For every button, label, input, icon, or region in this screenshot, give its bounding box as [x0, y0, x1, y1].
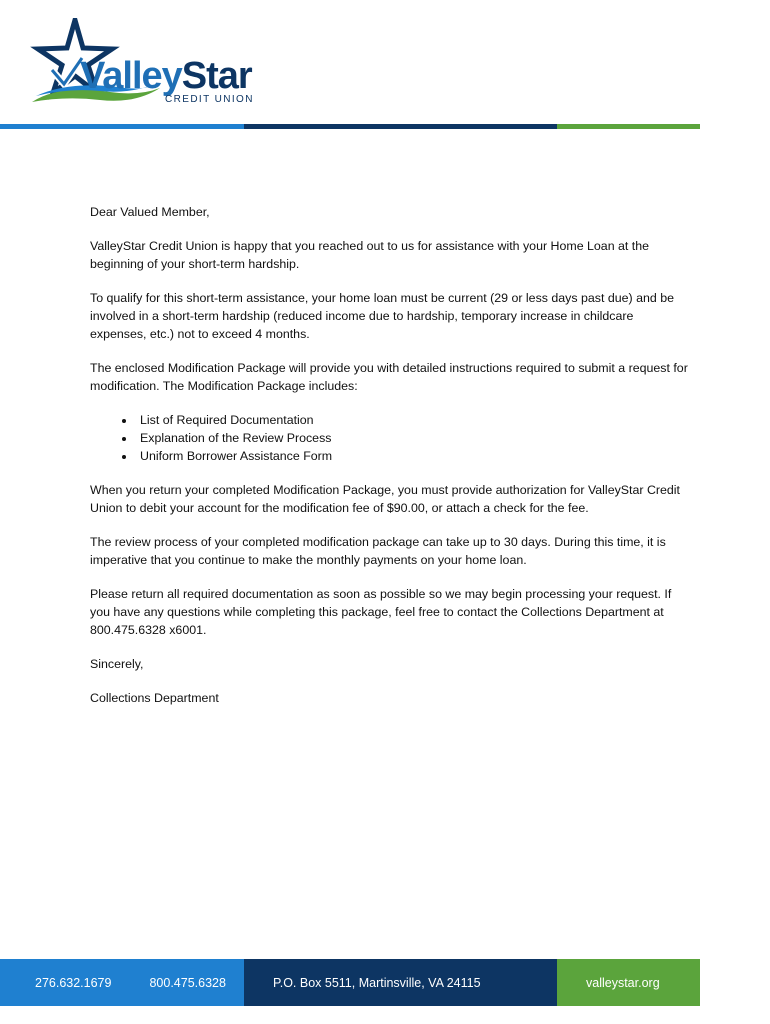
paragraph-contact: Please return all required documentation as soon as possible so we may begin processing your request. If you have any questions while completing this package, feel free to contact the Collections Department at 800.475.6328 x6001.: [90, 587, 672, 637]
paragraph-qualification: To qualify for this short-term assistance, your home loan must be current (29 or less days past due) and be involved in a short-term hardship (reduced income due to hardship, temporary increase in childcare expenses, etc.) not to exceed 4 months.: [90, 291, 675, 341]
package-items-list: [90, 411, 690, 465]
list-item: • Explanation of the Review Process: [136, 429, 690, 447]
footer-phone-1: 276.632.1679: [35, 975, 112, 990]
footer-phone-2: 800.475.6328: [149, 975, 226, 990]
footer-address: P.O. Box 5511, Martinsville, VA 24115: [273, 975, 481, 990]
valleystar-logo: [30, 18, 254, 110]
paragraph-review: The review process of your completed modification package can take up to 30 days. During this time, it is imperative that you continue to make the monthly payments on your home loan.: [90, 535, 666, 567]
brand-name-part1: Valley: [80, 55, 182, 97]
footer-address-block: [244, 959, 557, 1006]
brand-name: [80, 56, 252, 96]
salutation: Dear Valued Member,: [90, 205, 210, 219]
header-bar-green: [557, 124, 700, 129]
paragraph-fee: When you return your completed Modification Package, you must provide authorization for ValleyStar Credit Union to debit your account for the modification fee of $90.00, or attach a check for the fee.: [90, 483, 680, 515]
closing: Sincerely,: [90, 657, 144, 671]
footer-phones: [0, 959, 244, 1006]
footer-website-block: [557, 959, 700, 1006]
brand-subtitle: CREDIT UNION: [165, 94, 254, 105]
letter-body: [90, 203, 690, 723]
header-bar-navy: [244, 124, 557, 129]
brand-name-part2: Star: [181, 55, 252, 97]
list-item: • Uniform Borrower Assistance Form: [136, 447, 690, 465]
paragraph-package: The enclosed Modification Package will provide you with detailed instructions required to submit a request for modification. The Modification Package includes:: [90, 361, 688, 393]
header-color-bar: [0, 124, 700, 129]
footer-website: valleystar.org: [586, 975, 660, 990]
list-item: • List of Required Documentation: [136, 411, 690, 429]
footer-bar: [0, 959, 700, 1006]
paragraph-intro: ValleyStar Credit Union is happy that you reached out to us for assistance with your Home Loan at the beginning of your short-term hardship.: [90, 239, 650, 271]
header-bar-blue: [0, 124, 244, 129]
signature: Collections Department: [90, 691, 219, 705]
